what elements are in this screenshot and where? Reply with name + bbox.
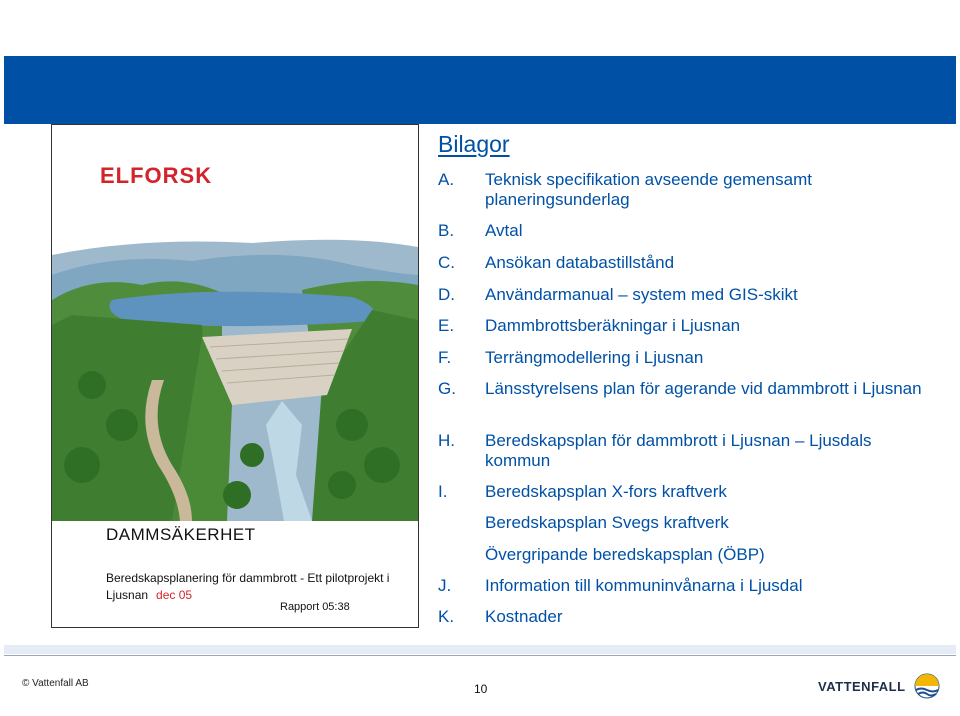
- cover-logo: ELFORSK: [100, 163, 213, 188]
- list-item-text: Terrängmodellering i Ljusnan: [485, 348, 704, 367]
- list-item-letter: C.: [438, 253, 455, 272]
- list-item-text: Länsstyrelsens plan för agerande vid dammbrott i Ljusnan: [485, 379, 922, 398]
- footer-band: [4, 645, 956, 654]
- list-item-letter: E.: [438, 316, 455, 335]
- footer-divider: [4, 655, 956, 656]
- cover-place-line: [106, 588, 192, 602]
- list-item-letter: F.: [438, 348, 452, 367]
- list-item-text: Dammbrottsberäkningar i Ljusnan: [485, 316, 741, 335]
- page-number: 10: [474, 682, 488, 696]
- list-item-text: Avtal: [485, 221, 523, 240]
- list-item-text: Teknisk specifikation avseende gemensamt planeringsunderlag: [485, 170, 812, 209]
- list-item-text: Beredskapsplan X-fors kraftverk: [485, 482, 727, 501]
- list-item-letter: G.: [438, 379, 456, 398]
- cover-report-title: Beredskapsplanering för dammbrott - Ett pilotprojekt i: [106, 571, 390, 585]
- cover-place: Ljusnan: [106, 588, 149, 602]
- list-item-text: Övergripande beredskapsplan (ÖBP): [485, 545, 765, 564]
- list-item-text: Ansökan databastillstånd: [485, 253, 675, 272]
- list-item-letter: J.: [438, 576, 452, 595]
- copyright-notice: © Vattenfall AB: [22, 678, 89, 689]
- list-item-text: Kostnader: [485, 607, 563, 626]
- list-item-letter: H.: [438, 431, 455, 450]
- list-item-letter: D.: [438, 285, 455, 304]
- brand-logo: [818, 673, 940, 699]
- page-title: Bilagor: [438, 131, 510, 157]
- list-item-text: Beredskapsplan för dammbrott i Ljusnan – Ljusdals kommun: [485, 431, 872, 470]
- cover-report-number: Rapport 05:38: [280, 601, 350, 613]
- list-item-letter: A.: [438, 170, 455, 189]
- list-item-text: Användarmanual – system med GIS-skikt: [485, 285, 798, 304]
- list-item-letter: I.: [438, 482, 448, 501]
- cover-date: dec 05: [156, 588, 193, 602]
- sun-wave-icon: [914, 673, 940, 699]
- brand-name: VATTENFALL: [818, 679, 906, 694]
- report-cover-image: [51, 124, 419, 628]
- list-item-letter: K.: [438, 607, 455, 626]
- header-band: [4, 56, 956, 124]
- list-item-text: Beredskapsplan Svegs kraftverk: [485, 513, 729, 532]
- list-item-text: Information till kommuninvånarna i Ljusdal: [485, 576, 803, 595]
- cover-series-title: DAMMSÄKERHET: [106, 525, 256, 544]
- list-item-letter: B.: [438, 221, 455, 240]
